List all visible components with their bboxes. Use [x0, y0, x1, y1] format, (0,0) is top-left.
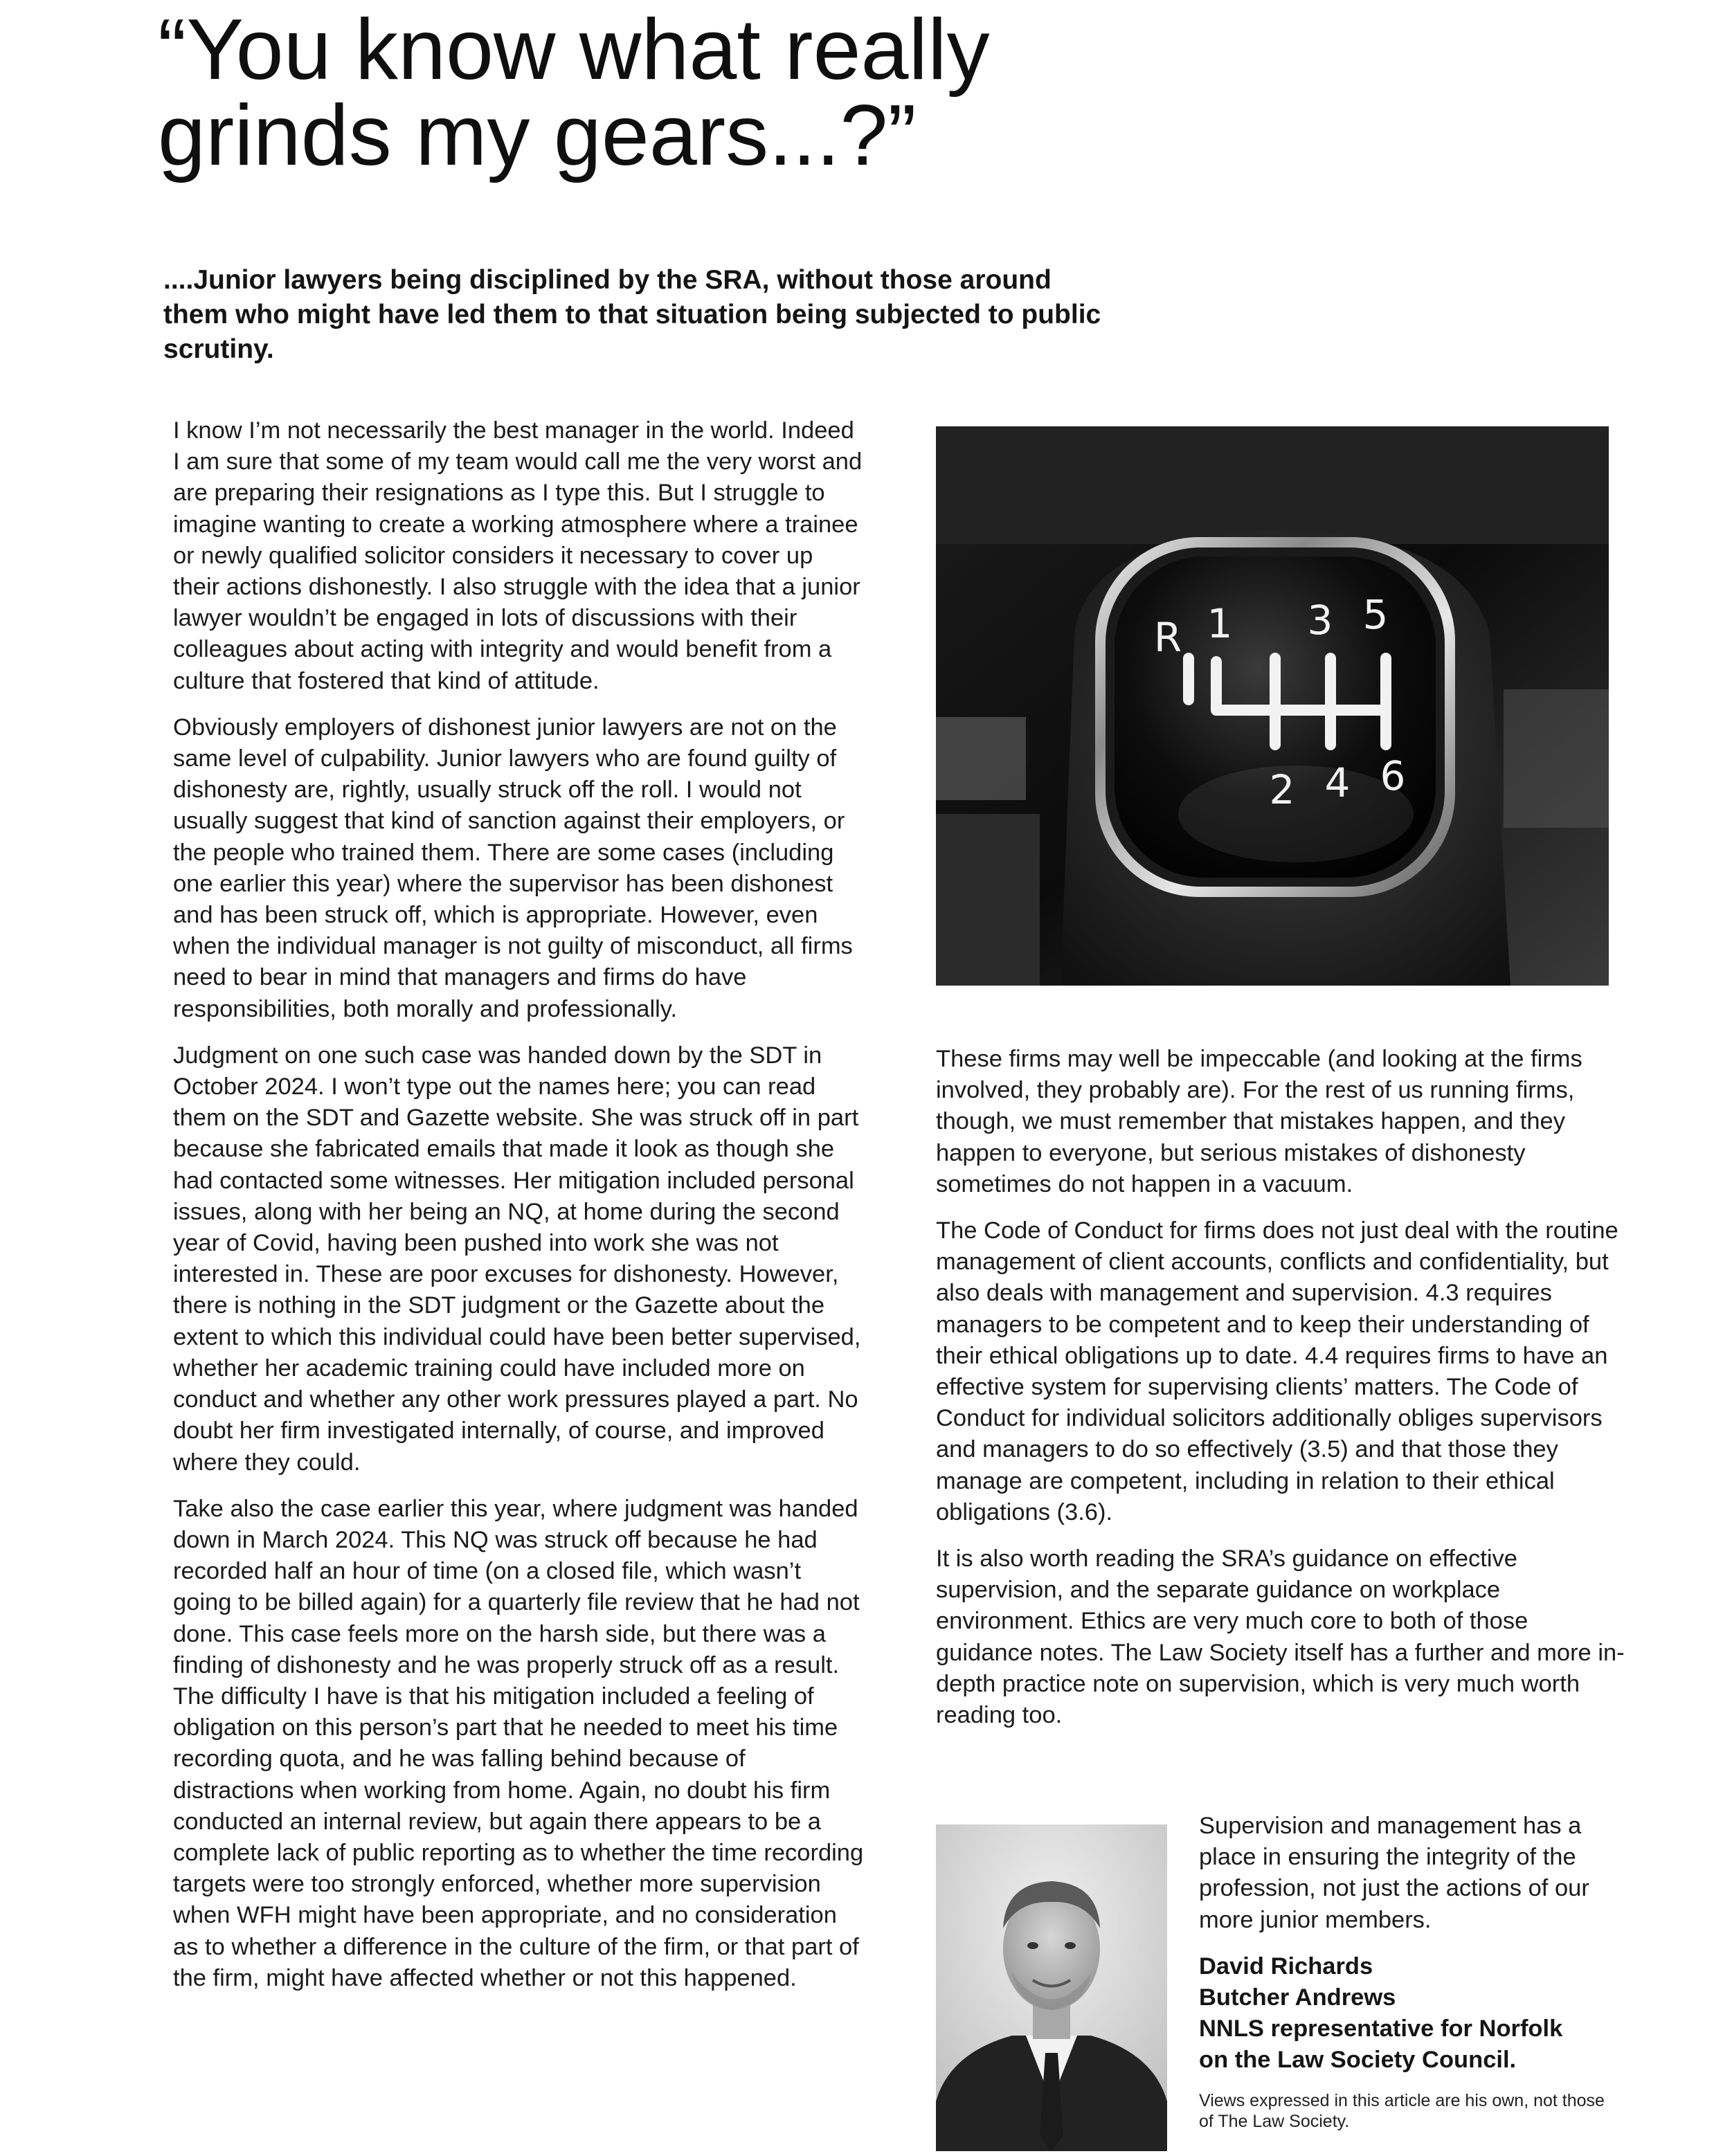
author-firm: Butcher Andrews	[1199, 1984, 1396, 2011]
closing-block	[1199, 1811, 1614, 2132]
disclaimer: Views expressed in this article are his own, not those of The Law Society.	[1199, 2090, 1605, 2131]
gear-label-1: 1	[1207, 600, 1233, 647]
body-paragraph: It is also worth reading the SRA’s guidance on effective supervision, and the separate guidance on workplace environment. Ethics are very much core to both of those guidance notes. The Law Society itself has a further and more in-depth practice note on supervision, which is very much worth reading too.	[936, 1546, 1625, 1729]
gear-knob-photo	[936, 426, 1609, 986]
standfirst: ....Junior lawyers being disciplined by the SRA, without those around them who might have led them to that situation being subjected to public scrutiny.	[163, 265, 1101, 364]
body-paragraph: I know I’m not necessarily the best manager in the world. Indeed I am sure that some of my team would call me the very worst and are preparing their resignations as I type this. But I struggle to imagine wanting to create a working atmosphere where a trainee or newly qualified solicitor considers it necessary to cover up their actions dishonestly. I also struggle with the idea that a junior lawyer wouldn’t be engaged in lots of discussions with their colleagues about acting with integrity and would benefit from a culture that fostered that kind of attitude.	[173, 417, 863, 694]
left-column	[173, 415, 865, 2009]
body-paragraph: Obviously employers of dishonest junior lawyers are not on the same level of culpability. Junior lawyers who are found guilty of dishonesty are, rightly, usually struck off the roll. I would not usually suggest that kind of sanction against their employers, or the people who trained them. There are some cases (including one earlier this year) where the supervisor has been dishonest and has been struck off, which is appropriate. However, even when the individual manager is not guilty of misconduct, all firms need to bear in mind that managers and firms do have responsibilities, both morally and professionally.	[173, 714, 853, 1022]
gear-label-5: 5	[1362, 591, 1389, 638]
gear-label-4: 4	[1324, 759, 1351, 806]
author-role: on the Law Society Council.	[1199, 2047, 1517, 2074]
author-portrait-illustration	[936, 1824, 1167, 2151]
gear-knob-illustration	[936, 426, 1609, 986]
headline-line-2: grinds my gears...?”	[158, 88, 917, 183]
right-column	[936, 1044, 1628, 1746]
gear-label-6: 6	[1380, 752, 1406, 799]
body-paragraph: Judgment on one such case was handed down by the SDT in October 2024. I won’t type out the names here; you can read them on the SDT and Gazette website. She was struck off in part because she fabricated emails that made it look as though she had contacted some witnesses. Her mitigation included personal issues, along with her being an NQ, at home during the second year of Covid, having been pushed into work she was not interested in. These are poor excuses for dishonesty. However, there is nothing in the SDT judgment or the Gazette about the extent to which this individual could have been better supervised, whether her academic training could have included more on conduct and whether any other work pressures played a part. No doubt her firm investigated internally, of course, and improved where they could.	[173, 1042, 861, 1476]
author-portrait	[936, 1824, 1167, 2151]
author-byline	[1199, 1951, 1614, 2076]
body-paragraph: These firms may well be impeccable (and looking at the firms involved, they probably are). For the rest of us running firms, though, we must remember that mistakes happen, and they happen to everyone, but serious mistakes of dishonesty sometimes do not happen in a vacuum.	[936, 1046, 1582, 1197]
gear-label-2: 2	[1269, 766, 1295, 813]
headline-line-1: “You know what really	[158, 2, 990, 98]
gear-label-r: R	[1153, 614, 1182, 661]
author-name: David Richards	[1199, 1953, 1373, 1980]
gear-label-3: 3	[1307, 597, 1333, 644]
body-paragraph: The Code of Conduct for firms does not just deal with the routine management of client accounts, conflicts and confidentiality, but also deals with management and supervision. 4.3 requires managers to be competent and to keep their understanding of their ethical obligations up to date. 4.4 requires firms to have an effective system for supervising clients’ matters. The Code of Conduct for individual solicitors additionally obliges supervisors and managers to do so effectively (3.5) and that those they manage are competent, including in relation to their ethical obligations (3.6).	[936, 1217, 1618, 1525]
author-role: NNLS representative for Norfolk	[1199, 2015, 1563, 2042]
body-paragraph: Take also the case earlier this year, where judgment was handed down in March 2024. This NQ was struck off because he had recorded half an hour of time (on a closed file, which wasn’t going to be billed again) for a quarterly file review that he had not done. This case feels more on the harsh side, but there was a finding of dishonesty and he was properly struck off as a result. The difficulty I have is that his mitigation included a feeling of obligation on this person’s part that he needed to meet his time recording quota, and he was falling behind because of distractions when working from home. Again, no doubt his firm conducted an internal review, but again there appears to be a complete lack of public reporting as to whether the time recording targets were too strongly enforced, whether more supervision when WFH might have been appropriate, and no consideration as to whether a difference in the culture of the firm, or that part of the firm, might have affected whether or not this happened.	[173, 1495, 864, 1991]
closing-paragraph: Supervision and management has a place in ensuring the integrity of the profession, not just the actions of our more junior members.	[1199, 1813, 1589, 1933]
headline	[158, 2, 1404, 183]
